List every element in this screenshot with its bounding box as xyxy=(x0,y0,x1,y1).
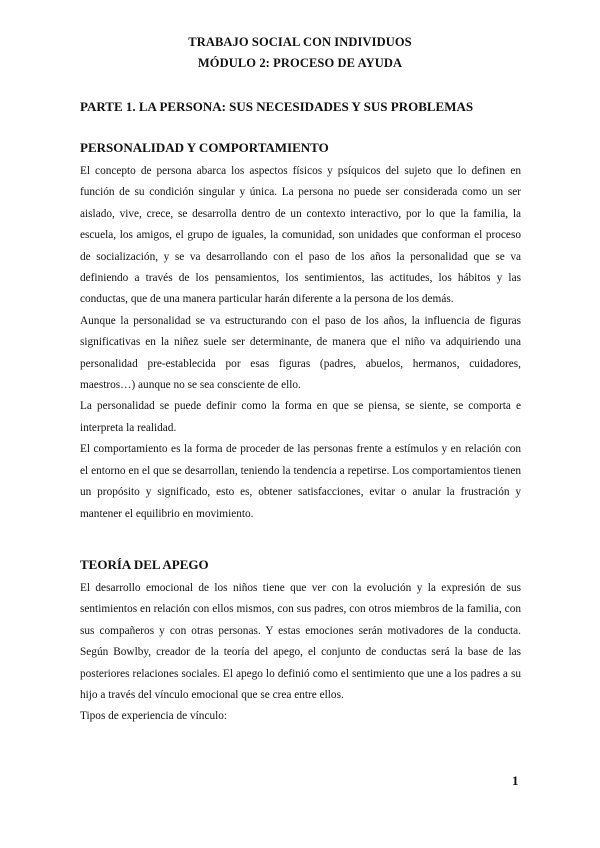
document-title-line-1: TRABAJO SOCIAL CON INDIVIDUOS xyxy=(188,35,412,49)
section-body-personalidad xyxy=(80,161,521,525)
paragraph: La personalidad se puede definir como la forma en que se piensa, se siente, se comporta e interpreta la realidad. xyxy=(80,400,521,434)
section-heading-personalidad: PERSONALIDAD Y COMPORTAMIENTO xyxy=(80,140,329,155)
section-body-apego xyxy=(80,578,521,728)
paragraph: El desarrollo emocional de los niños tiene que ver con la evolución y la expresión de sus sentimientos en relación con ellos mismos, con sus padres, con otros miembros de la familia, con sus compañeros y con otras personas. Y estas emociones serán motivadores de la conducta. Según Bowlby, creador de la teoría del apego, el conjunto de conductas será la base de las posteriores relaciones sociales. El apego lo definió como el sentimiento que une a los padres a su hijo a través del vínculo emocional que se crea entre ellos. xyxy=(80,582,521,702)
paragraph: El concepto de persona abarca los aspectos físicos y psíquicos del sujeto que lo definen en función de su condición singular y única. La persona no puede ser considerada como un ser aislado, vive, crece, se desarrolla dentro de un contexto interactivo, por lo que la familia, la escuela, los amigos, el grupo de iguales, la comunidad, son unidades que conforman el proceso de socialización, y se va desarrollando con el paso de los años la personalidad que se va definiendo a través de los pensamientos, los sentimientos, las actitudes, los hábitos y las conductas, que de una manera particular harán diferente a la persona de los demás. xyxy=(80,165,521,306)
part-heading: PARTE 1. LA PERSONA: SUS NECESIDADES Y SUS PROBLEMAS xyxy=(80,99,474,114)
page-number: 1 xyxy=(512,773,519,788)
section-heading-apego: TEORÍA DEL APEGO xyxy=(80,557,209,572)
paragraph: El comportamiento es la forma de proceder de las personas frente a estímulos y en relación con el entorno en el que se desarrollan, teniendo la tendencia a repetirse. Los comportamientos tienen un propósito y significado, esto es, obtener satisfacciones, evitar o anular la frustración y mantener el equilibrio en movimiento. xyxy=(80,443,521,520)
paragraph: Tipos de experiencia de vínculo: xyxy=(80,710,228,723)
paragraph: Aunque la personalidad se va estructurando con el paso de los años, la influencia de figuras significativas en la niñez suele ser determinante, de manera que el niño va adquiriendo una personalidad pre-establecida por esas figuras (padres, abuelos, hermanos, cuidadores, maestros…) aunque no se sea consciente de ello. xyxy=(80,314,521,392)
document-title-line-2: MÓDULO 2: PROCESO DE AYUDA xyxy=(197,56,403,70)
